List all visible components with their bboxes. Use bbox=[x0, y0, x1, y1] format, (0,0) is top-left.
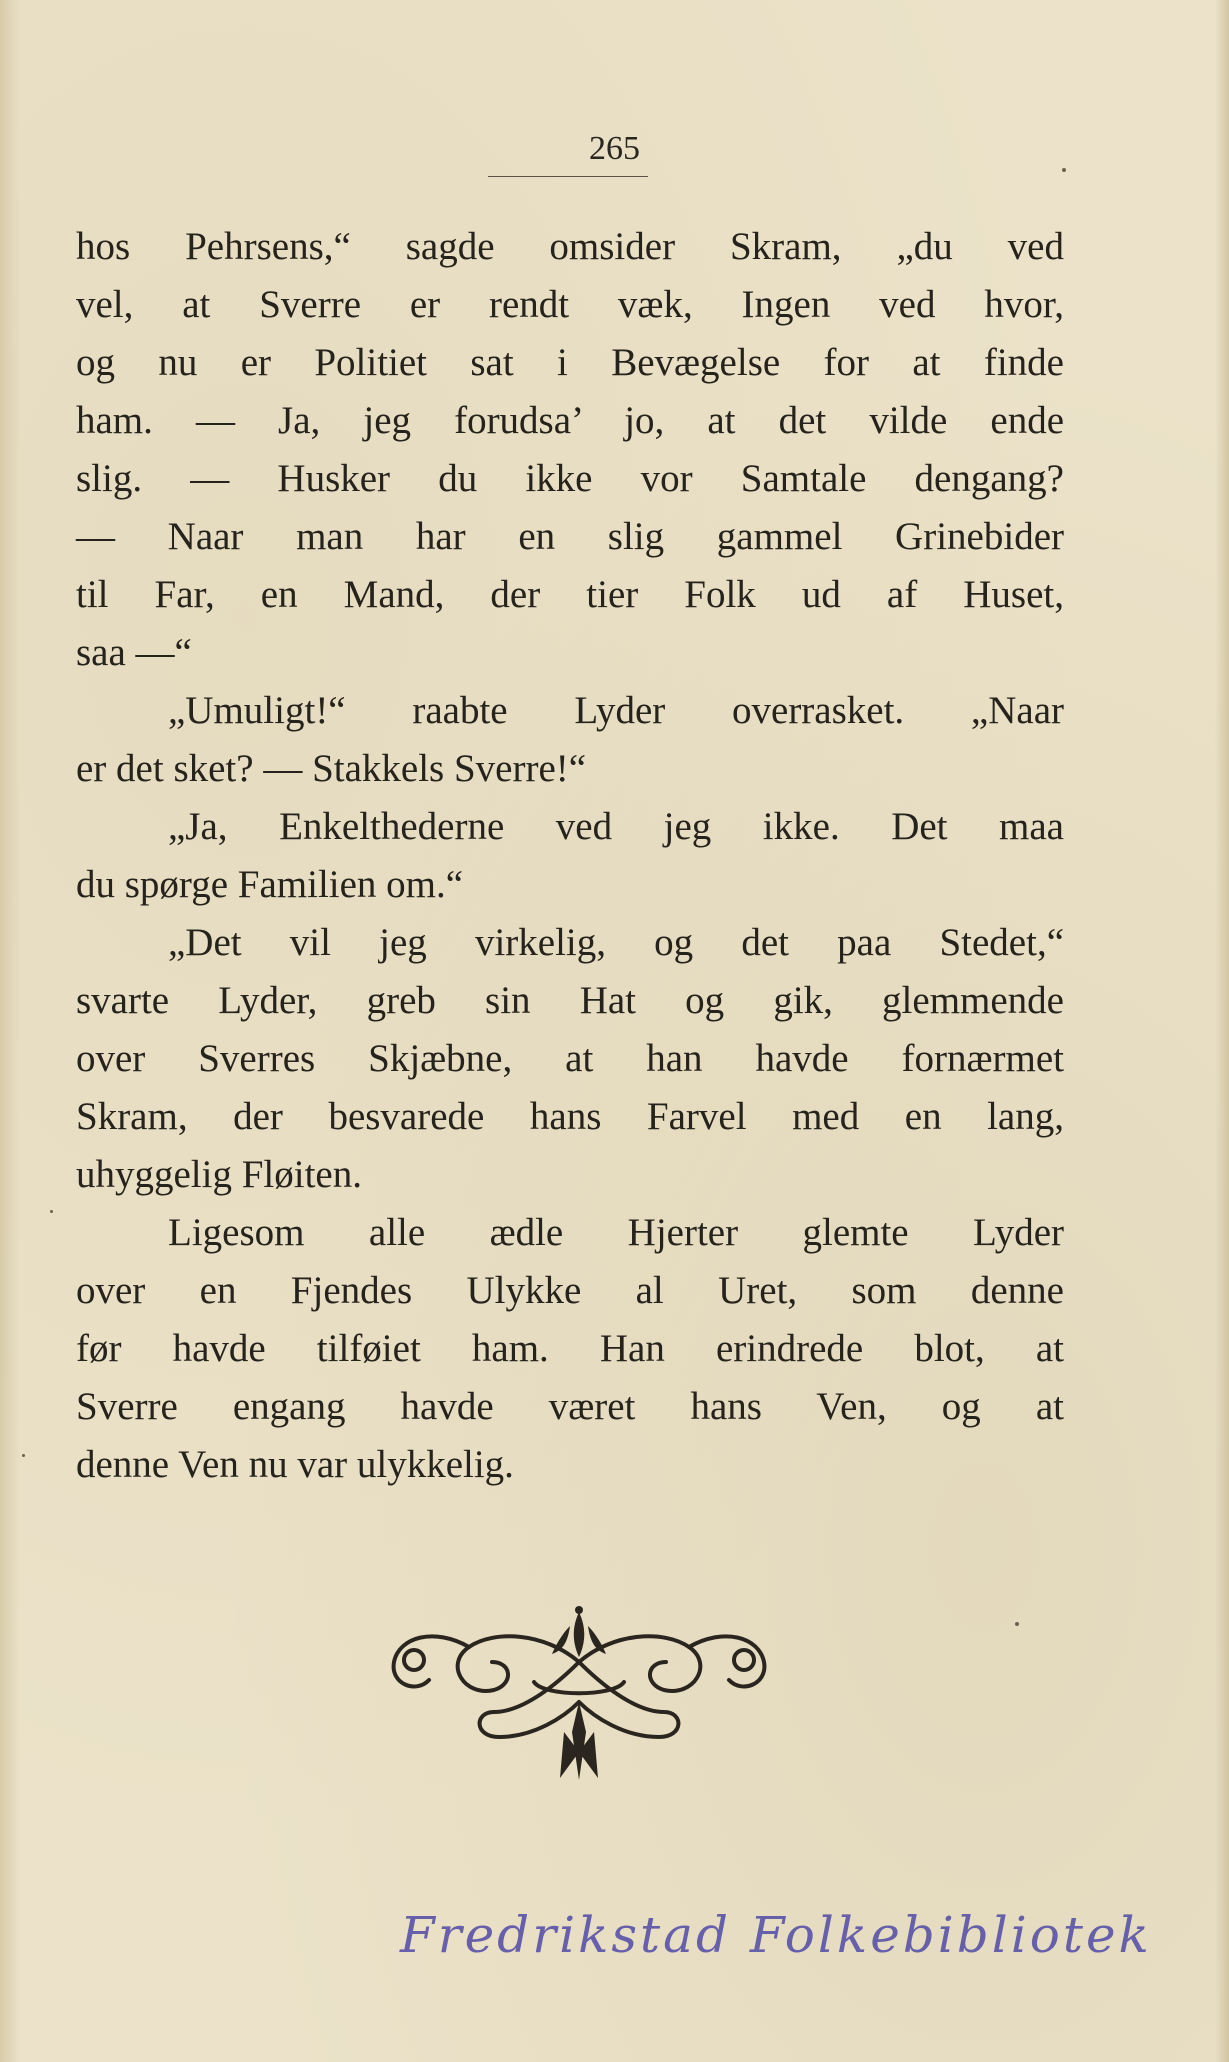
text-line: uhyggelig Fløiten. bbox=[76, 1153, 362, 1196]
text-line: saa —“ bbox=[76, 631, 192, 674]
page-number: 265 bbox=[589, 130, 640, 167]
text-line: — Naar man har en slig gammel Grinebider bbox=[76, 515, 1064, 558]
text-line: svarte Lyder, greb sin Hat og gik, glemmende bbox=[76, 979, 1064, 1022]
text-line: før havde tilføiet ham. Han erindrede blot, at bbox=[76, 1327, 1064, 1370]
text-line: Sverre engang havde været hans Ven, og at bbox=[76, 1385, 1064, 1428]
text-line: „Ja, Enkelthederne ved jeg ikke. Det maa bbox=[168, 805, 1064, 848]
text-line: over Sverres Skjæbne, at han havde fornærmet bbox=[76, 1037, 1064, 1080]
page-edge-left bbox=[0, 0, 20, 2062]
text-line: slig. — Husker du ikke vor Samtale dengang? bbox=[76, 457, 1064, 500]
text-line: vel, at Sverre er rendt væk, Ingen ved hvor, bbox=[76, 283, 1064, 326]
text-line: og nu er Politiet sat i Bevægelse for at finde bbox=[76, 341, 1064, 384]
paper-speck bbox=[50, 1210, 53, 1213]
page-edge-right bbox=[1215, 0, 1229, 2062]
page-number-rule bbox=[488, 176, 648, 177]
text-line: Ligesom alle ædle Hjerter glemte Lyder bbox=[168, 1211, 1064, 1254]
text-line: ham. — Ja, jeg forudsa’ jo, at det vilde ende bbox=[76, 399, 1064, 442]
text-line: „Umuligt!“ raabte Lyder overrasket. „Naar bbox=[168, 689, 1064, 732]
text-line: over en Fjendes Ulykke al Uret, som denne bbox=[76, 1269, 1064, 1312]
text-line: Skram, der besvarede hans Farvel med en lang, bbox=[76, 1095, 1064, 1138]
text-line: denne Ven nu var ulykkelig. bbox=[76, 1443, 514, 1486]
paper-speck bbox=[1062, 168, 1066, 172]
body-text bbox=[76, 218, 1064, 1494]
text-line: hos Pehrsens,“ sagde omsider Skram, „du ved bbox=[76, 225, 1064, 268]
text-line: „Det vil jeg virkelig, og det paa Stedet,“ bbox=[168, 921, 1064, 964]
text-line: du spørge Familien om.“ bbox=[76, 863, 464, 906]
paper-speck bbox=[22, 1454, 25, 1457]
library-stamp: Fredrikstad Folkebibliotek bbox=[400, 1906, 1152, 1964]
text-line: er det sket? — Stakkels Sverre!“ bbox=[76, 747, 587, 790]
paper-speck bbox=[1015, 1622, 1019, 1626]
text-line: til Far, en Mand, der tier Folk ud af Huset, bbox=[76, 573, 1064, 616]
floral-tailpiece-icon bbox=[374, 1602, 784, 1792]
